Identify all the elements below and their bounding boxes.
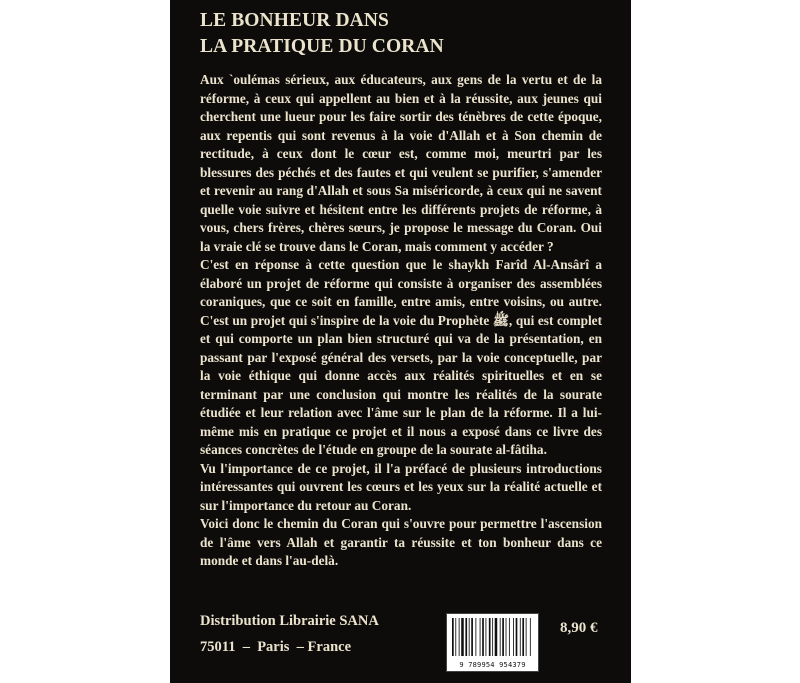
title-line-2: LA PRATIQUE DU CORAN [200, 36, 444, 57]
title-line-1: LE BONHEUR DANS [200, 10, 389, 31]
price: 8,90 € [560, 620, 598, 636]
blurb-paragraph-2: C'est en réponse à cette question que le shaykh Farîd Al-Ansârî a élaboré un projet de réforme qui consiste à organiser des assemblées coraniques, que ce soit en famille, entre amis, entre voisins, ou autre. C'est un projet qui s'inspire de la voie du Prophète ﷺ, qui est complet et qui comporte un plan bien structuré qui va de la présentation, en passant par l'exposé général des versets, par la voie conceptuelle, par la voie éthique qui donne accès aux réalités spirituelles et en se terminant par une conclusion qui montre les réalités de la sourate étudiée et leur relation avec l'âme sur le plan de la réforme. Il a lui-même mis en pratique ce projet et il nous a exposé dans ce livre des séances concrètes de l'étude en groupe de la sourate al-fâtiha. [200, 257, 602, 457]
blurb-paragraph-3: Vu l'importance de ce projet, il l'a préfacé de plusieurs introductions intéressantes qui ouvrent les cœurs et les yeux sur la réalité actuelle et sur l'importance du retour au Coran. [200, 460, 602, 513]
isbn-barcode [446, 613, 539, 672]
blurb-paragraph-1: Aux `oulémas sérieux, aux éducateurs, aux gens de la vertu et de la réforme, à ceux qui appellent au bien et à la réussite, aux jeunes qui cherchent une lueur pour les faire sortir des ténèbres de cette époque, aux repentis qui sont revenus à la voie d'Allah et à Son chemin de rectitude, à ceux dont le cœur est, comme moi, meurtri par les blessures des péchés et des fautes et qui veulent se purifier, s'amender et revenir au rang d'Allah et sous Sa miséricorde, à ceux qui ne savent quelle voie suivre et hésitent entre les différents projets de réforme, à vous, chers frères, chères sœurs, je propose le message du Coran. Oui la vraie clé se trouve dans le Coran, mais comment y accéder ? [200, 72, 602, 254]
distributor: Distribution Librairie SANA [200, 613, 379, 629]
blurb-text [200, 71, 602, 571]
book-title [200, 8, 444, 60]
barcode-bars [452, 618, 533, 656]
blurb-paragraph-4: Voici donc le chemin du Coran qui s'ouvre pour permettre l'ascension de l'âme vers Allah et garantir ta réussite et ton bonheur dans ce monde et dans l'au-delà. [200, 516, 602, 568]
barcode-number: 9 789954 954379 [459, 661, 526, 669]
book-back-cover [170, 0, 631, 683]
distributor-address: 75011 – Paris – France [200, 639, 352, 655]
